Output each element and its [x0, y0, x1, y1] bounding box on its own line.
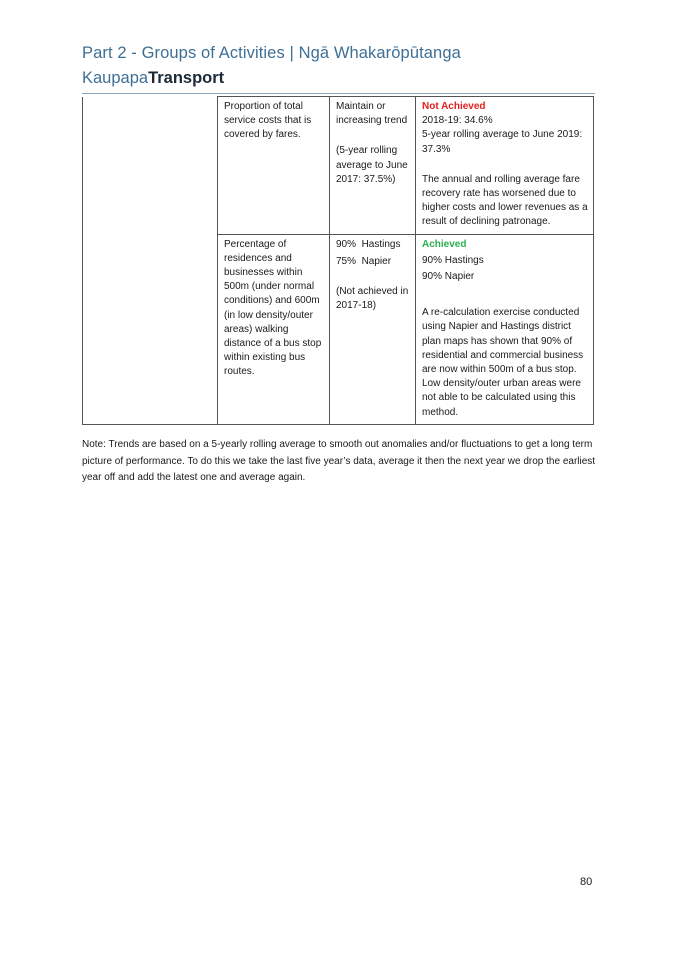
result-line: 90% Hastings [422, 254, 484, 266]
result-comment: A re-calculation exercise conducted using Napier and Hastings district plan maps has shown that 90% of residential and commercial business are now within 500m of a bus stop. Low density/outer urban areas were not able to be calculated using this method. [422, 307, 584, 418]
status-label: Not Achieved [422, 101, 486, 112]
target-text: 75% Napier [336, 255, 392, 267]
page-number: 80 [580, 876, 593, 888]
target-note: (5-year rolling average to June 2017: 37.5%) [336, 145, 408, 185]
result-line: 5-year rolling average to June 2019: 37.3% [422, 129, 583, 155]
performance-table [82, 96, 594, 425]
target-cell [330, 234, 416, 424]
measure-cell [218, 97, 330, 235]
header-prefix: Kaupapa [82, 69, 149, 87]
measure-cell [218, 234, 330, 424]
measure-text: Percentage of residences and businesses within 500m (under normal conditions) and 600m (in low density/outer areas) walking distance of a bus stop within existing bus routes. [224, 238, 322, 378]
result-line: 2018-19: 34.6% [422, 115, 493, 127]
target-text: 90% Hastings [336, 238, 401, 250]
footnote: Note: Trends are based on a 5-yearly rolling average to smooth out anomalies and/or fluctuations to get a long term picture of performance. To do this we take the last five year’s data, average it then the next year we drop the earliest year off and add the latest one and average again. [82, 439, 596, 484]
target-cell [330, 97, 416, 235]
target-note: (Not achieved in 2017-18) [336, 286, 409, 312]
result-cell [416, 234, 594, 424]
measure-text: Proportion of total service costs that is covered by fares. [224, 101, 312, 141]
header-group-name: Transport [148, 69, 225, 87]
result-comment: The annual and rolling average fare recovery rate has worsened due to higher costs and lower revenues as a result of declining patronage. [422, 173, 588, 228]
page-header-subtitle [82, 69, 224, 88]
header-divider [82, 93, 595, 94]
activity-cell [83, 97, 218, 425]
result-line: 90% Napier [422, 271, 475, 283]
table-row [83, 97, 594, 235]
target-text: Maintain or increasing trend [336, 101, 408, 127]
status-label: Achieved [422, 238, 467, 250]
page-header-title: Part 2 - Groups of Activities | Ngā Whakarōpūtanga [82, 44, 461, 62]
result-cell [416, 97, 594, 235]
